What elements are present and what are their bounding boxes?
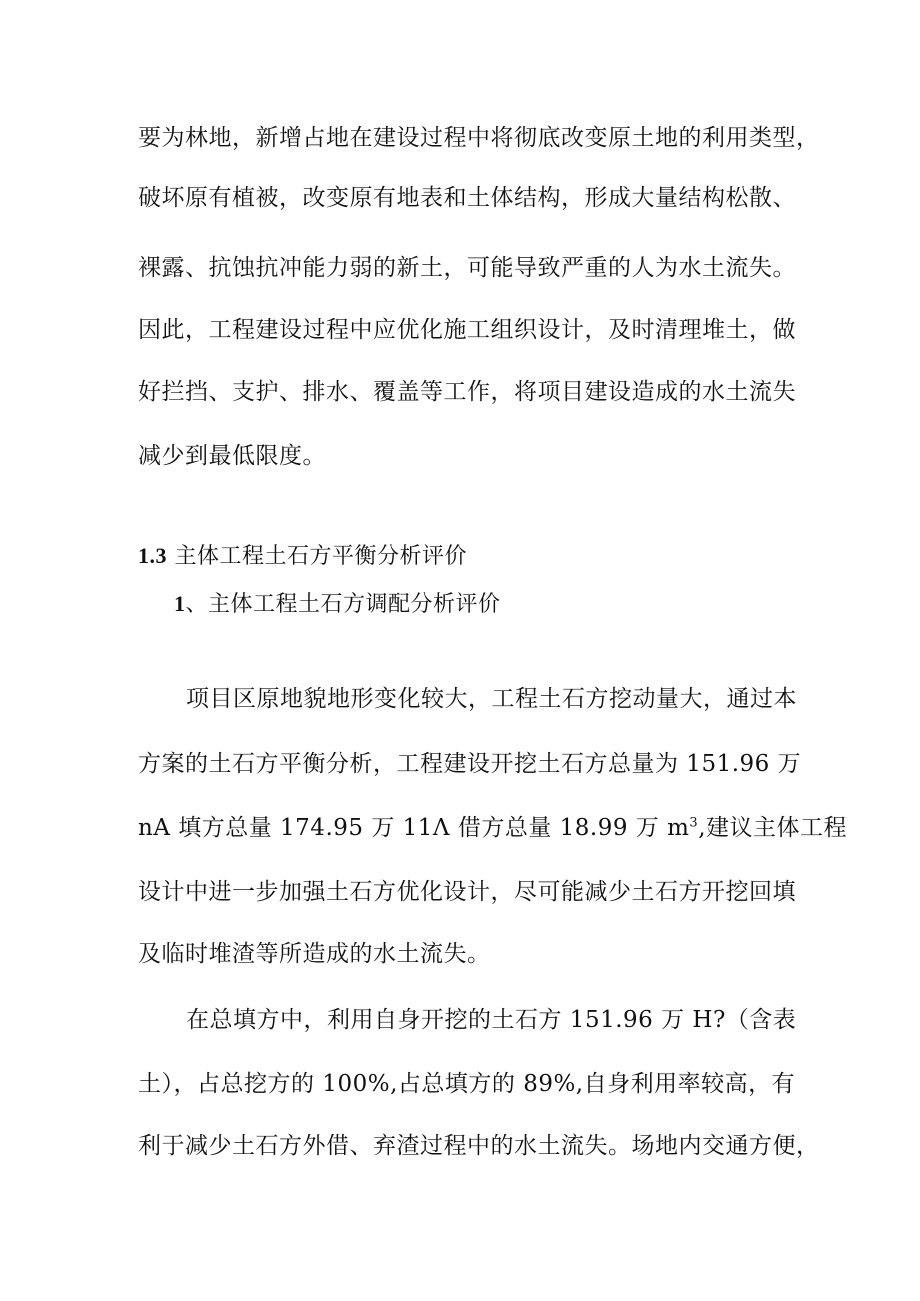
paragraph-line: 项目区原地貌地形变化较大，工程土石方挖动量大，通过本 <box>186 686 797 712</box>
paragraph-text: nA 填方总量 174.95 万 11Λ 借方总量 18.99 万 m <box>138 815 690 841</box>
paragraph-line: 方案的土石方平衡分析，工程建设开挖土石方总量为 151.96 万 <box>138 751 802 777</box>
paragraph-line <box>138 813 847 843</box>
section-title: 主体工程土石方平衡分析评价 <box>174 544 468 569</box>
paragraph-line: 要为林地，新增占地在建设过程中将彻底改变原土地的利用类型， <box>138 125 820 151</box>
paragraph-line: 好拦挡、支护、排水、覆盖等工作，将项目建设造成的水土流失 <box>138 379 796 405</box>
paragraph-line: 利于减少土石方外借、弃渣过程中的水土流失。场地内交通方便， <box>138 1133 820 1159</box>
paragraph-line: 破坏原有植被，改变原有地表和土体结构，形成大量结构松散、 <box>138 185 796 211</box>
paragraph-text: ,建议主体工程 <box>698 815 848 841</box>
subsection-title: 、主体工程土石方调配分析评价 <box>185 592 501 617</box>
section-heading <box>138 541 467 572</box>
paragraph-line: 设计中进一步加强土石方优化设计，尽可能减少土石方开挖回填 <box>138 879 796 905</box>
subsection-number: 1 <box>174 591 186 616</box>
superscript-unit: 3 <box>689 815 699 831</box>
paragraph-line: 及临时堆渣等所造成的水土流失。 <box>138 941 491 967</box>
paragraph-line: 因此，工程建设过程中应优化施工组织设计，及时清理堆土，做 <box>138 317 796 343</box>
paragraph-line: 在总填方中，利用自身开挖的土石方 151.96 万 H?（含表 <box>186 1007 797 1033</box>
paragraph-line: 裸露、抗蚀抗冲能力弱的新土，可能导致严重的人为水土流失。 <box>138 255 796 281</box>
paragraph-line: 土），占总挖方的 100%,占总填方的 89%,自身利用率较高，有 <box>138 1071 796 1097</box>
section-number: 1.3 <box>138 543 167 568</box>
subsection-heading <box>174 589 501 620</box>
paragraph-line: 减少到最低限度。 <box>138 443 326 469</box>
